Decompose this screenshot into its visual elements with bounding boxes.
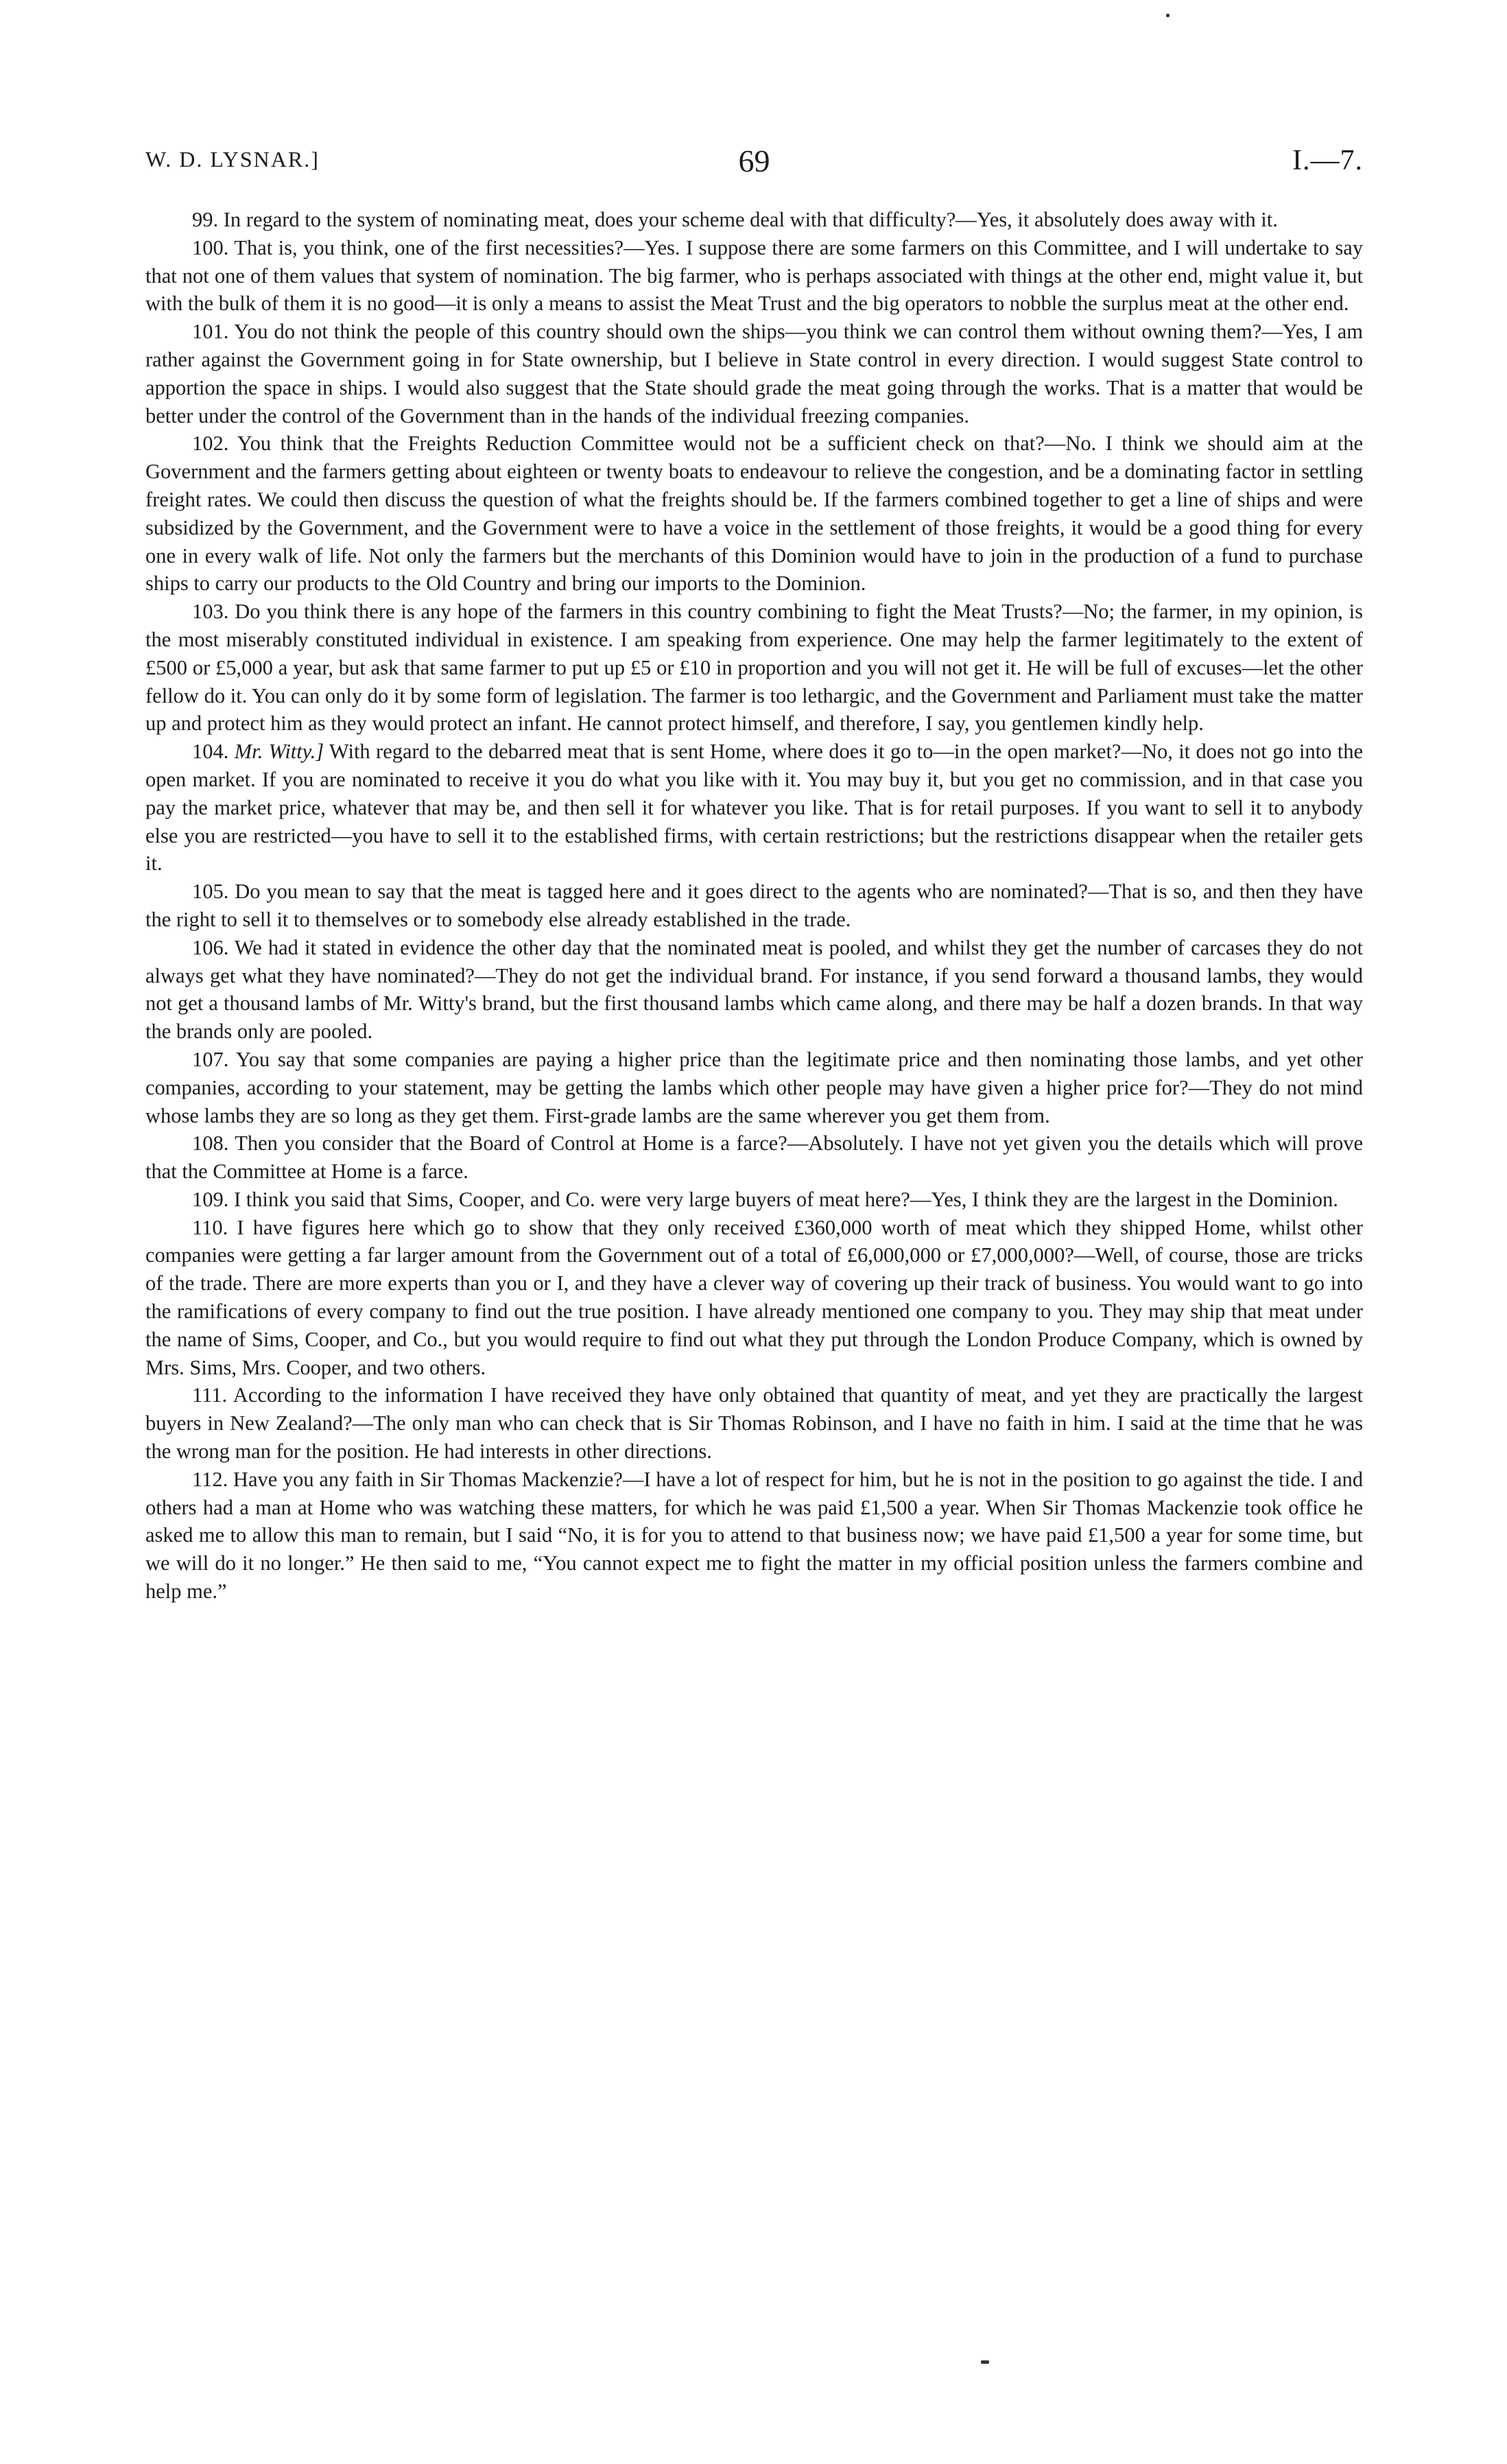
- question-number: 109.: [192, 1187, 229, 1211]
- question-answer-text: You think that the Freights Reduction Committee would not be a sufficient check on that?—No. I think we should aim at the Government and the farmers getting about eighteen or twenty boats to endeavour to relieve the congestion, and be a dominating factor in settling freight rates. We could then discuss the question of what the freights should be. If the farmers combined together to get a line of ships and were subsidized by the Government, and the Government were to have a voice in the settlement of those freights, it would be a good thing for every one in every walk of life. Not only the farmers but the merchants of this Dominion would have to join in the production of a fund to purchase ships to carry our products to the Old Country and bring our imports to the Dominion.: [145, 432, 1364, 596]
- evidence-body: [145, 206, 1363, 1606]
- question-paragraph: [145, 1466, 1363, 1606]
- question-answer-text: With regard to the debarred meat that is sent Home, where does it go to—in the open market?—No, it does not go into the open market. If you are nominated to receive it you do what you like with it. You may buy it, but you get no commission, and in that case you pay the market price, whatever that may be, and then sell it for whatever you like. That is for retail purposes. If you want to sell it to anybody else you are restricted—you have to sell it to the established firms, with certain restrictions; but the restrictions disappear when the retailer gets it.: [145, 740, 1364, 876]
- question-answer-text: Have you any faith in Sir Thomas Mackenzie?—I have a lot of respect for him, but he is not in the position to go against the tide. I and others had a man at Home who was watching these matters, for which he was paid £1,500 a year. When Sir Thomas Mackenzie took office he asked me to allow this man to remain, but I said “No, it is for you to attend to that business now; we have paid £1,500 a year for some time, but we will do it no longer.” He then said to me, “You cannot expect me to fight the matter in my official position unless the farmers combine and help me.”: [145, 1467, 1363, 1604]
- question-paragraph: [145, 206, 1363, 234]
- question-number: 105.: [192, 880, 229, 904]
- question-answer-text: In regard to the system of nominating meat, does your scheme deal with that difficulty?—Yes, it absolutely does away with it.: [223, 208, 1278, 231]
- question-number: 100.: [192, 235, 229, 259]
- paper-reference: I.—7.: [1292, 145, 1363, 176]
- speck-mark: [981, 2360, 989, 2364]
- question-paragraph: [145, 738, 1363, 878]
- question-answer-text: Do you mean to say that the meat is tagged here and it goes direct to the agents who are nominated?—That is so, and then they have the right to sell it to themselves or to somebody else already established in the trade.: [145, 880, 1364, 931]
- question-number: 112.: [192, 1467, 228, 1491]
- question-answer-text: I have figures here which go to show that they only received £360,000 worth of meat which they shipped Home, whilst other companies were getting a far larger amount from the Government out of a total of £6,000,000 or £7,000,000?—Well, of course, those are tricks of the trade. There are more experts than you or I, and they have a clever way of covering up their track of business. You would want to go into the ramifications of every company to find out the true position. I have already mentioned one company to you. They may ship that meat under the name of Sims, Cooper, and Co., but you would require to find out what they put through the London Produce Company, which is owned by Mrs. Sims, Mrs. Cooper, and two others.: [145, 1215, 1363, 1379]
- speck-mark: [1166, 14, 1170, 17]
- question-answer-text: You do not think the people of this country should own the ships—you think we can control them without owning them?—Yes, I am rather against the Government going in for State ownership, but I believe in State control in every direction. I would suggest State control to apportion the space in ships. I would also suggest that the State should grade the meat going through the works. That is a matter that would be better under the control of the Government than in the hands of the individual freezing companies.: [145, 320, 1364, 427]
- question-number: 99.: [192, 208, 219, 231]
- question-number: 107.: [192, 1047, 229, 1071]
- question-paragraph: [145, 598, 1363, 738]
- question-number: 104.: [192, 740, 229, 764]
- question-paragraph: [145, 1381, 1363, 1465]
- question-number: 111.: [192, 1383, 228, 1407]
- question-number: 101.: [192, 320, 229, 344]
- question-answer-text: Then you consider that the Board of Control at Home is a farce?—Absolutely. I have not yet given you the details which will prove that the Committee at Home is a farce.: [145, 1131, 1363, 1184]
- question-number: 103.: [192, 600, 229, 624]
- question-answer-text: We had it stated in evidence the other day that the nominated meat is pooled, and whilst they get the number of carcases they do not always get what they have nominated?—They do not get the individual brand. For instance, if you send forward a thousand lambs, they would not get a thousand lambs of Mr. Witty's brand, but the first thousand lambs which came along, and there may be half a dozen brands. In that way the brands only are pooled.: [145, 935, 1363, 1044]
- header-witness-name: W. D. LYSNAR.]: [145, 147, 320, 172]
- question-paragraph: [145, 1214, 1363, 1382]
- question-paragraph: [145, 878, 1363, 934]
- page-header: [145, 143, 1363, 184]
- question-number: 110.: [192, 1215, 228, 1239]
- question-paragraph: [145, 1129, 1363, 1186]
- question-paragraph: [145, 1186, 1363, 1214]
- question-paragraph: [145, 430, 1363, 598]
- question-number: 102.: [192, 432, 229, 456]
- question-answer-text: I think you said that Sims, Cooper, and Co. were very large buyers of meat here?—Yes, I think they are the largest in the Dominion.: [234, 1187, 1338, 1211]
- question-paragraph: [145, 318, 1363, 430]
- question-paragraph: [145, 234, 1363, 318]
- question-answer-text: According to the information I have received they have only obtained that quantity of meat, and yet they are practically the largest buyers in New Zealand?—The only man who can check that is Sir Thomas Robinson, and I have no faith in him. I said at the time that he was the wrong man for the position. He had interests in other directions.: [145, 1383, 1363, 1464]
- question-paragraph: [145, 934, 1363, 1046]
- speaker-name: Mr. Witty.]: [234, 740, 324, 764]
- question-answer-text: You say that some companies are paying a higher price than the legitimate price and then nominating those lambs, and yet other companies, according to your statement, may be getting the lambs which other people may have given a higher price for?—They do not mind whose lambs they are so long as they get them. First-grade lambs are the same wherever you get them from.: [145, 1047, 1363, 1127]
- page-number: 69: [738, 143, 770, 178]
- question-answer-text: Do you think there is any hope of the farmers in this country combining to fight the Meat Trusts?—No; the farmer, in my opinion, is the most miserably constituted individual in existence. I am speaking from experience. One may help the farmer legitimately to the extent of £500 or £5,000 a year, but ask that same farmer to put up £5 or £10 in proportion and you will not get it. He will be full of excuses—let the other fellow do it. You can only do it by some form of legislation. The farmer is too lethargic, and the Government and Parliament must take the matter up and protect him as they would protect an infant. He cannot protect himself, and therefore, I say, you gentlemen kindly help.: [145, 600, 1364, 736]
- question-number: 106.: [192, 935, 229, 959]
- question-answer-text: That is, you think, one of the first necessities?—Yes. I suppose there are some farmers on this Committee, and I will undertake to say that not one of them values that system of nomination. The big farmer, who is perhaps associated with things at the other end, might value it, but with the bulk of them it is no good—it is only a means to assist the Meat Trust and the big operators to nobble the surplus meat at the other end.: [145, 235, 1364, 316]
- question-number: 108.: [192, 1131, 229, 1155]
- question-paragraph: [145, 1046, 1363, 1129]
